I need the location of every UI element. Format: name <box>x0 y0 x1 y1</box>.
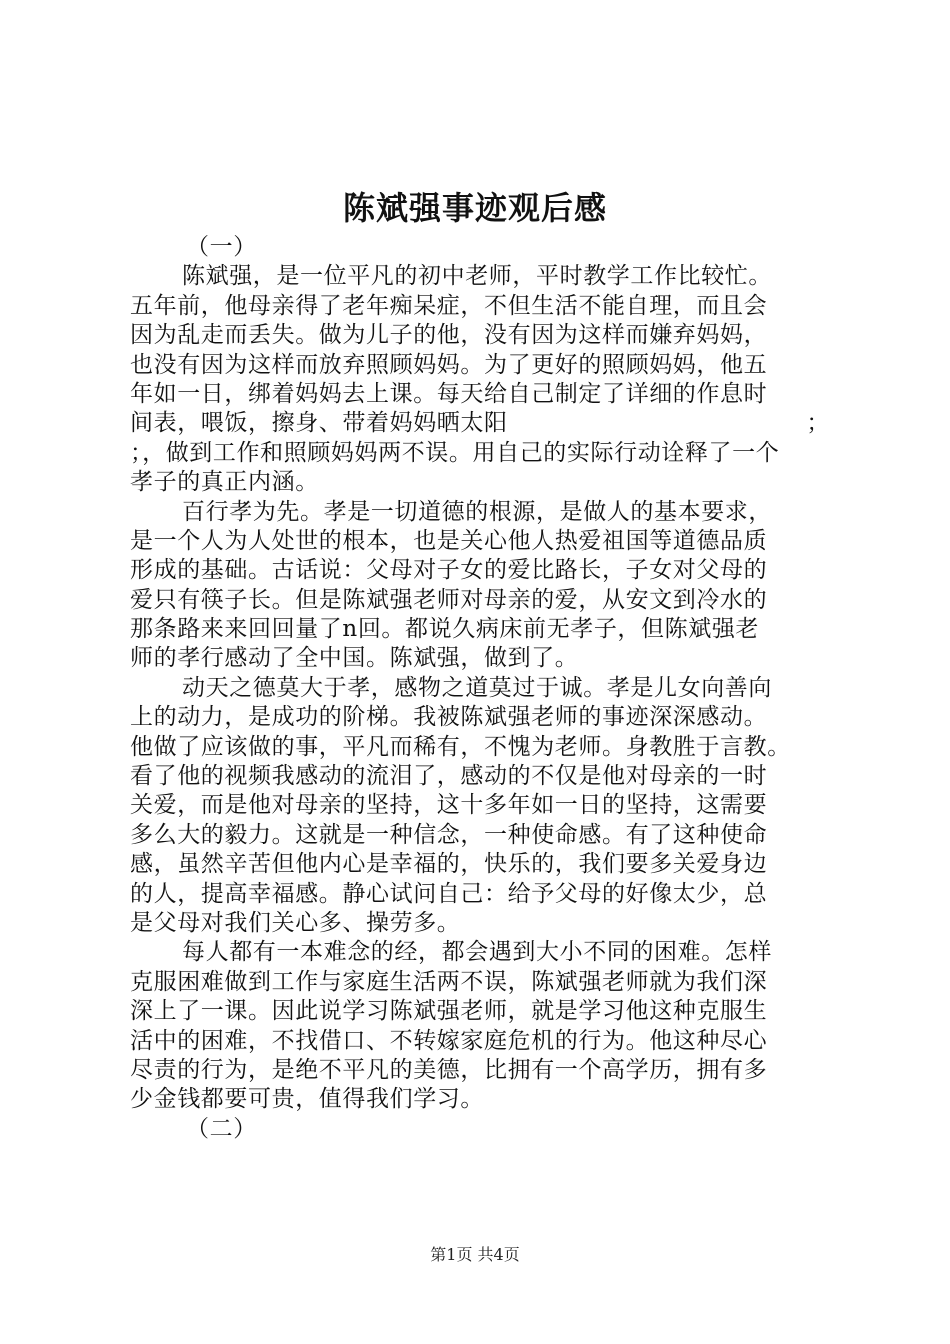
paragraph-line: 百行孝为先。孝是一切道德的根源，是做人的基本要求， <box>182 498 772 525</box>
paragraph-line: 是一个人为人处世的根本，也是关心他人热爱祖国等道德品质 <box>130 527 768 554</box>
paragraph-line: 五年前，他母亲得了老年痴呆症，不但生活不能自理，而且会 <box>130 292 768 319</box>
paragraph-line: 关爱，而是他对母亲的坚持，这十多年如一日的坚持，这需要 <box>130 792 768 819</box>
paragraph-line: 师的孝行感动了全中国。陈斌强，做到了。 <box>130 645 579 672</box>
paragraph-line: 尽责的行为，是绝不平凡的美德，比拥有一个高学历，拥有多 <box>130 1056 768 1083</box>
paragraph-line: 活中的困难，不找借口、不转嫁家庭危机的行为。他这种尽心 <box>130 1027 768 1054</box>
document-title: 陈斌强事迹观后感 <box>342 189 607 227</box>
paragraph-line: 那条路来来回回量了n回。都说久病床前无孝子，但陈斌强老 <box>130 616 760 643</box>
paragraph-line: ；，做到工作和照顾妈妈两不误。用自己的实际行动诠释了一个 <box>130 439 780 466</box>
paragraph-line: 的人，提高幸福感。静心试问自己：给予父母的好像太少，总 <box>130 880 768 907</box>
paragraph-line: 多么大的毅力。这就是一种信念，一种使命感。有了这种使命 <box>130 821 768 848</box>
paragraph-line: 是父母对我们关心多、操劳多。 <box>130 909 461 936</box>
paragraph-line: 也没有因为这样而放弃照顾妈妈。为了更好的照顾妈妈，他五 <box>130 351 768 378</box>
document-body <box>130 233 830 1144</box>
paragraph-line: 因为乱走而丢失。做为儿子的他，没有因为这样而嫌弃妈妈， <box>130 322 768 349</box>
paragraph-line: 克服困难做到工作与家庭生活两不误，陈斌强老师就为我们深 <box>130 968 768 995</box>
section-heading-one: （一） <box>186 234 257 260</box>
paragraph-line: 形成的基础。古话说：父母对子女的爱比路长，子女对父母的 <box>130 557 768 584</box>
paragraph-line: 动天之德莫大于孝，感物之道莫过于诚。孝是儿女向善向 <box>182 674 772 701</box>
page-footer: 第1页 共4页 <box>430 1245 520 1264</box>
paragraph-line: 少金钱都要可贵，值得我们学习。 <box>130 1086 484 1113</box>
paragraph-line: 孝子的真正内涵。 <box>130 469 319 496</box>
paragraph-line-left: 间表，喂饭，擦身、带着妈妈晒太阳 <box>130 410 508 437</box>
paragraph-line: 年如一日，绑着妈妈去上课。每天给自己制定了详细的作息时 <box>130 380 768 407</box>
paragraph-line: 爱只有筷子长。但是陈斌强老师对母亲的爱，从安文到冷水的 <box>130 586 768 613</box>
paragraph-line: 感，虽然辛苦但他内心是幸福的，快乐的，我们要多关爱身边 <box>130 851 768 878</box>
paragraph-line: 每人都有一本难念的经，都会遇到大小不同的困难。怎样 <box>182 939 772 966</box>
paragraph-line-split <box>130 409 830 438</box>
paragraph-line: 看了他的视频我感动的流泪了，感动的不仅是他对母亲的一时 <box>130 763 768 790</box>
paragraph-line: 深上了一课。因此说学习陈斌强老师，就是学习他这种克服生 <box>130 998 768 1025</box>
paragraph-line: 他做了应该做的事，平凡而稀有，不愧为老师。身教胜于言教。 <box>130 733 791 760</box>
paragraph-line: 陈斌强，是一位平凡的初中老师，平时教学工作比较忙。 <box>182 263 772 290</box>
paragraph-line-right: ； <box>806 410 830 437</box>
section-heading-two: （二） <box>186 1115 257 1142</box>
paragraph-line: 上的动力，是成功的阶梯。我被陈斌强老师的事迹深深感动。 <box>130 704 768 731</box>
